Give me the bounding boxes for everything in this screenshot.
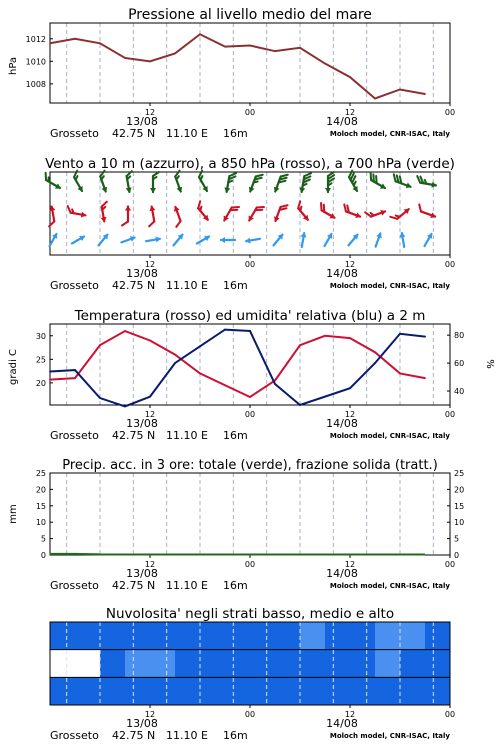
barb-head — [325, 188, 331, 193]
temperatura-point — [399, 373, 401, 375]
pressure-title: Pressione al livello medio del mare — [128, 7, 372, 23]
wind-barb-850-hPa — [272, 202, 287, 224]
wind-barb-10-m — [220, 237, 235, 243]
x-tick-label: 12 — [144, 108, 156, 117]
x-tick-label: 00 — [444, 260, 456, 269]
station-latitude: 42.75 N — [112, 429, 156, 442]
pressure-panel — [8, 7, 455, 140]
temperature-x-axis — [126, 405, 455, 430]
wind-barb-850-hPa — [341, 204, 363, 219]
x-tick-label: 12 — [344, 560, 356, 569]
wind-barb-700-hPa — [41, 173, 64, 191]
cloud-cell-alto — [225, 622, 251, 650]
temperatura-point — [49, 379, 51, 381]
cloud-cell-basso — [425, 677, 451, 705]
cloud-heatmap — [50, 622, 451, 705]
cloud-cell-medio — [175, 650, 201, 678]
barb-feather — [175, 221, 182, 227]
cloud-cell-alto — [100, 622, 126, 650]
station-altitude: 16m — [223, 429, 248, 442]
temperatura-point — [124, 330, 126, 332]
x-date-label: 14/08 — [326, 115, 358, 128]
wind-barb-10-m — [146, 236, 162, 245]
station-longitude: 11.10 E — [166, 279, 208, 292]
x-date-label: 14/08 — [326, 717, 358, 730]
station-name: Grosseto — [50, 127, 99, 140]
wind-barb-10-m — [373, 231, 384, 247]
cloud-cell-alto — [50, 622, 76, 650]
x-date-label: 14/08 — [326, 267, 358, 280]
temperatura-point — [299, 344, 301, 346]
barb-feather — [48, 221, 55, 226]
temperatura-point — [74, 377, 76, 379]
pressure-gridlines — [67, 23, 434, 103]
wind-barb-10-m — [346, 232, 360, 247]
station-name: Grosseto — [50, 429, 99, 442]
station-altitude: 16m — [223, 279, 248, 292]
precipitation-panel — [8, 458, 464, 592]
wind-barb-10-m — [195, 233, 211, 246]
cloud-cell-medio — [425, 650, 451, 678]
cloud-cell-basso — [375, 677, 401, 705]
cloud-cell-medio — [200, 650, 226, 678]
umidita-point — [99, 397, 101, 399]
pressure-x-axis — [126, 103, 455, 128]
pressure-point — [324, 63, 326, 65]
cloud-cell-basso — [400, 677, 426, 705]
model-credit: Moloch model, CNR-ISAC, Italy — [329, 432, 450, 440]
temperature-panel — [8, 308, 495, 442]
temperatura-point — [324, 335, 326, 337]
umidita-point — [399, 333, 401, 335]
cloud-cell-alto — [325, 622, 351, 650]
umidita-point — [349, 387, 351, 389]
barb-head — [220, 237, 225, 243]
wind-barb-850-hPa — [317, 203, 339, 221]
umidita-point — [299, 404, 301, 406]
pressure-point — [274, 50, 276, 52]
model-credit: Moloch model, CNR-ISAC, Italy — [329, 732, 450, 740]
temperatura-point — [99, 344, 101, 346]
y-tick-label-right: 15 — [454, 501, 465, 511]
x-tick-label: 00 — [444, 560, 456, 569]
barb-feather — [148, 221, 155, 226]
model-credit: Moloch model, CNR-ISAC, Italy — [329, 130, 450, 138]
umidita-point — [274, 383, 276, 385]
pressure-point — [224, 46, 226, 48]
precipitation-line — [50, 554, 425, 555]
barb-feather — [67, 206, 72, 213]
y-tick-label-right: 60 — [454, 359, 465, 369]
x-date-label: 14/08 — [326, 417, 358, 430]
x-tick-label: 00 — [244, 410, 256, 419]
cloud-cell-basso — [350, 677, 376, 705]
cloud-cell-basso — [100, 677, 126, 705]
y-tick-label-right: 20 — [454, 485, 465, 495]
wind-title: Vento a 10 m (azzurro), a 850 hPa (rosso), a 700 hPa (verde) — [45, 156, 455, 172]
umidita-point — [324, 396, 326, 398]
station-latitude: 42.75 N — [112, 729, 156, 742]
x-date-label: 13/08 — [126, 417, 158, 430]
station-altitude: 16m — [223, 729, 248, 742]
y-tick-label-left: 5 — [40, 534, 46, 544]
humidity-ylabel-right: % — [484, 359, 495, 369]
station-name: Grosseto — [50, 579, 99, 592]
cloud-cell-medio — [75, 650, 101, 678]
cloud-cell-basso — [125, 677, 151, 705]
wind-barb-700-hPa — [344, 171, 362, 194]
pressure-point — [199, 33, 201, 35]
pressure-point — [424, 93, 426, 95]
model-credit: Moloch model, CNR-ISAC, Italy — [329, 282, 450, 290]
umidita-point — [374, 362, 376, 364]
cloud-cell-alto — [375, 622, 401, 650]
precipitation-ylabel: mm — [8, 504, 19, 524]
y-tick-label-left: 25 — [35, 355, 46, 365]
cloud-cell-basso — [175, 677, 201, 705]
cloud-cell-alto — [300, 622, 326, 650]
y-tick-label: 1008 — [25, 79, 46, 89]
temperatura-point — [249, 396, 251, 398]
temperatura-line — [50, 331, 425, 397]
barb-head — [125, 206, 131, 211]
cloud-cell-alto — [75, 622, 101, 650]
wind-barb-700-hPa — [272, 172, 288, 195]
cloud-cell-medio — [400, 650, 426, 678]
wind-barb-850-hPa — [66, 206, 87, 218]
precipitation-frame — [50, 473, 450, 555]
cloud-cell-alto — [425, 622, 451, 650]
wind-barb-700-hPa — [416, 176, 438, 189]
y-tick-label-right: 0 — [454, 551, 460, 560]
precipitation-series — [50, 553, 426, 555]
precipitation-gridlines — [67, 473, 434, 555]
cloud-cell-basso — [50, 677, 76, 705]
temperatura-point — [199, 373, 201, 375]
pressure-point — [74, 38, 76, 40]
wind-barb-700-hPa — [171, 171, 187, 194]
pressure-point — [99, 42, 101, 44]
pressure-point — [374, 98, 376, 100]
wind-barb-10-m — [271, 232, 285, 247]
precipitation-bar — [75, 553, 100, 555]
temperature-footer — [50, 429, 450, 442]
wind-barb-850-hPa — [46, 205, 58, 226]
pressure-point — [299, 47, 301, 49]
precipitation-x-axis — [126, 555, 455, 580]
cloud-cell-medio — [325, 650, 351, 678]
pressure-series — [49, 33, 426, 99]
x-tick-label: 12 — [144, 410, 156, 419]
station-latitude: 42.75 N — [112, 127, 156, 140]
x-tick-label: 00 — [244, 710, 256, 719]
cloud-cell-alto — [175, 622, 201, 650]
model-credit: Moloch model, CNR-ISAC, Italy — [329, 582, 450, 590]
cloud-cell-basso — [225, 677, 251, 705]
umidita-point — [74, 369, 76, 371]
wind-barb-850-hPa — [390, 204, 411, 224]
temperature-humidity-series — [49, 329, 426, 408]
wind-barb-700-hPa — [223, 172, 236, 194]
wind-barb-10-m — [120, 234, 136, 245]
x-tick-label: 12 — [144, 260, 156, 269]
station-altitude: 16m — [223, 127, 248, 140]
wind-barb-700-hPa — [96, 171, 112, 194]
y-tick-label-left: 25 — [35, 469, 46, 478]
wind-barb-700-hPa — [247, 172, 263, 195]
temperature-ylabel-left: gradi C — [8, 349, 19, 385]
wind-barb-10-m — [70, 233, 86, 246]
precipitation-footer — [50, 579, 450, 592]
x-tick-label: 12 — [144, 560, 156, 569]
cloud-cell-basso — [275, 677, 301, 705]
wind-barb-700-hPa — [194, 171, 212, 194]
wind-barb-850-hPa — [146, 205, 158, 226]
y-tick-label-left: 30 — [35, 331, 46, 341]
x-tick-label: 12 — [144, 710, 156, 719]
y-tick-label-right: 80 — [454, 331, 465, 341]
pressure-ylabel: hPa — [8, 56, 19, 76]
pressure-frame — [50, 23, 450, 103]
umidita-point — [49, 371, 51, 373]
cloud-cell-basso — [250, 677, 276, 705]
station-longitude: 11.10 E — [166, 127, 208, 140]
station-longitude: 11.10 E — [166, 429, 208, 442]
x-tick-label: 00 — [444, 710, 456, 719]
y-tick-label-left: 0 — [40, 551, 46, 560]
cloud-title: Nuvolosita' negli strati basso, medio e alto — [105, 606, 395, 622]
wind-barb-10-m — [322, 232, 335, 248]
station-latitude: 42.75 N — [112, 579, 156, 592]
cloud-cell-alto — [150, 622, 176, 650]
cloud-cell-medio — [225, 650, 251, 678]
pressure-point — [124, 57, 126, 59]
wind-barb-700-hPa — [150, 172, 159, 193]
umidita-point — [149, 396, 151, 398]
wind-barb-850-hPa — [169, 205, 184, 227]
y-tick-label: 1010 — [25, 57, 46, 67]
wind-barb-10-m — [47, 232, 60, 248]
cloud-cell-basso — [75, 677, 101, 705]
barb-feather — [417, 204, 423, 211]
station-longitude: 11.10 E — [166, 579, 208, 592]
x-tick-label: 00 — [444, 108, 456, 117]
station-latitude: 42.75 N — [112, 279, 156, 292]
wind-footer — [50, 279, 450, 292]
temperatura-point — [349, 337, 351, 339]
x-tick-label: 00 — [244, 560, 256, 569]
wind-barb-850-hPa — [221, 203, 239, 225]
temperatura-point — [224, 384, 226, 386]
x-tick-label: 00 — [444, 410, 456, 419]
cloud-cell-medio — [150, 650, 176, 678]
y-tick-label-left: 20 — [35, 378, 46, 388]
pressure-point — [174, 53, 176, 55]
wind-barb-850-hPa — [416, 204, 438, 219]
pressure-point — [249, 45, 251, 47]
cloud-cell-medio — [125, 650, 151, 678]
cloud-cell-medio — [300, 650, 326, 678]
cloud-cell-medio — [275, 650, 301, 678]
x-date-label: 13/08 — [126, 267, 158, 280]
x-tick-label: 00 — [244, 108, 256, 117]
cloud-cell-alto — [250, 622, 276, 650]
barb-head — [150, 188, 156, 193]
wind-barb-700-hPa — [325, 172, 334, 193]
barb-feather — [101, 202, 108, 207]
barb-feather — [153, 172, 159, 176]
wind-barb-850-hPa — [365, 205, 387, 220]
umidita-point — [249, 330, 251, 332]
pressure-point — [399, 89, 401, 91]
cloud-cell-basso — [300, 677, 326, 705]
cloud-cell-alto — [350, 622, 376, 650]
cloud-cell-basso — [325, 677, 351, 705]
cloud-cell-alto — [125, 622, 151, 650]
cloud-cell-medio — [50, 650, 76, 678]
umidita-point — [124, 405, 126, 407]
x-tick-label: 12 — [344, 710, 356, 719]
y-tick-label-left: 10 — [35, 518, 46, 528]
umidita-point — [174, 362, 176, 364]
cloud-cell-medio — [375, 650, 401, 678]
umidita-point — [424, 336, 426, 338]
umidita-point — [224, 329, 226, 331]
barb-feather — [365, 211, 371, 218]
cloud-x-axis — [126, 705, 455, 730]
cloud-cell-alto — [200, 622, 226, 650]
cloud-panel — [50, 606, 455, 742]
wind-barb-10-m — [171, 232, 185, 247]
station-name: Grosseto — [50, 279, 99, 292]
station-altitude: 16m — [223, 579, 248, 592]
y-tick-label-left: 20 — [35, 485, 46, 495]
precipitation-title: Precip. acc. in 3 ore: totale (verde), frazione solida (tratt.) — [62, 458, 438, 473]
wind-panel — [41, 156, 455, 292]
umidita-point — [199, 345, 201, 347]
cloud-cell-alto — [275, 622, 301, 650]
temperatura-point — [149, 340, 151, 342]
wind-x-axis — [126, 255, 455, 280]
wind-barb-850-hPa — [246, 203, 264, 225]
x-tick-label: 00 — [244, 260, 256, 269]
wind-barb-850-hPa — [98, 202, 110, 223]
station-name: Grosseto — [50, 729, 99, 742]
station-longitude: 11.10 E — [166, 729, 208, 742]
y-tick-label-right: 10 — [454, 518, 465, 528]
x-date-label: 13/08 — [126, 717, 158, 730]
wind-barb-700-hPa — [366, 173, 389, 191]
cloud-cell-medio — [350, 650, 376, 678]
wind-barb-850-hPa — [193, 201, 213, 222]
temperatura-point — [374, 351, 376, 353]
wind-barb-850-hPa — [293, 201, 313, 222]
cloud-cell-basso — [150, 677, 176, 705]
wind-barb-10-m — [422, 232, 435, 248]
x-date-label: 14/08 — [326, 567, 358, 580]
wind-barbs — [41, 171, 438, 248]
y-tick-label-right: 5 — [454, 534, 460, 544]
cloud-footer — [50, 729, 450, 742]
cloud-cell-alto — [400, 622, 426, 650]
temperature-gridlines — [67, 324, 434, 405]
pressure-footer — [50, 127, 450, 140]
wind-barb-10-m — [245, 236, 261, 245]
x-tick-label: 12 — [344, 260, 356, 269]
temperatura-point — [174, 354, 176, 356]
pressure-point — [349, 76, 351, 78]
x-date-label: 13/08 — [126, 567, 158, 580]
cloud-cell-medio — [100, 650, 126, 678]
temperature-title: Temperatura (rosso) ed umidita' relativa (blu) a 2 m — [74, 308, 426, 324]
wind-barb-10-m — [96, 232, 110, 247]
pressure-point — [149, 60, 151, 62]
cloud-cell-medio — [250, 650, 276, 678]
y-tick-label-right: 25 — [454, 469, 465, 478]
temperatura-point — [424, 377, 426, 379]
wind-barb-700-hPa — [391, 174, 414, 190]
pressure-y-axis — [26, 35, 53, 89]
y-tick-label: 1012 — [25, 34, 46, 44]
pressure-line — [50, 34, 425, 98]
x-tick-label: 12 — [344, 108, 356, 117]
wind-barb-700-hPa — [69, 171, 87, 194]
pressure-point — [49, 42, 51, 44]
cloud-cell-basso — [200, 677, 226, 705]
x-date-label: 13/08 — [126, 115, 158, 128]
x-tick-label: 12 — [344, 410, 356, 419]
y-tick-label-right: 40 — [454, 387, 465, 397]
wind-barb-850-hPa — [122, 206, 131, 226]
y-tick-label-left: 15 — [35, 501, 46, 511]
barb-feather — [122, 222, 128, 226]
precipitation-bar — [50, 553, 75, 555]
